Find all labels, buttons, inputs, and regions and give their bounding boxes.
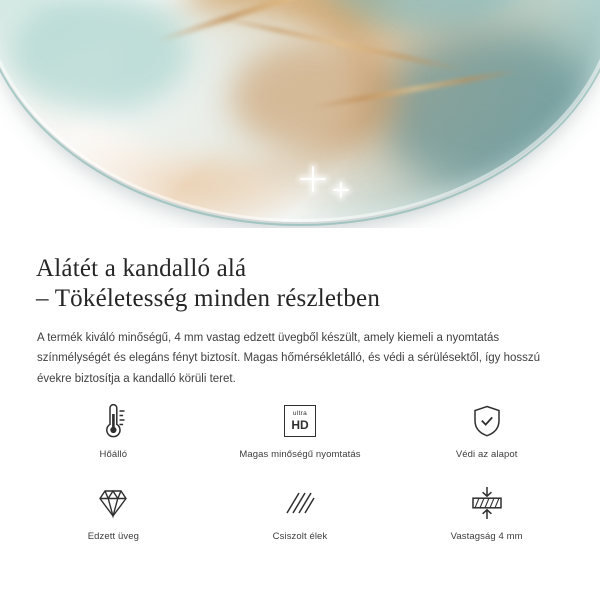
round-glass-mat-image xyxy=(0,0,600,222)
thickness-arrows-icon xyxy=(469,482,505,524)
feature-item-polished-edges xyxy=(207,482,394,554)
ultra-hd-icon xyxy=(284,400,316,442)
description-paragraph: A termék kiváló minőségű, 4 mm vastag edzett üvegből készült, amely kiemeli a nyomtatás színmélységét és elegáns fényt biztosít. Magas hőmérsékletálló, és védi a sérülésektől, így hosszú évekre biztosítja a kandalló körüli teret. xyxy=(37,331,541,385)
ultra-hd-top-text: ultra xyxy=(292,410,308,418)
hero-image xyxy=(0,0,600,228)
feature-item-protects-surface xyxy=(393,400,580,472)
feature-label: Edzett üveg xyxy=(87,531,139,542)
feature-label: Magas minőségű nyomtatás xyxy=(239,449,361,460)
feature-label: Vastagság 4 mm xyxy=(450,531,523,542)
diamond-icon xyxy=(94,482,132,524)
polished-edges-icon xyxy=(283,482,317,524)
feature-grid xyxy=(20,400,580,554)
feature-label: Hőálló xyxy=(99,449,128,460)
thermometer-icon xyxy=(96,400,130,442)
feature-item-heat-resistant xyxy=(20,400,207,472)
page-title xyxy=(36,254,576,314)
feature-label: Védi az alapot xyxy=(455,449,518,460)
shield-check-icon xyxy=(470,400,504,442)
feature-item-thickness xyxy=(393,482,580,554)
ultra-hd-bottom-text: HD xyxy=(291,417,309,432)
feature-item-print-quality xyxy=(207,400,394,472)
feature-label: Csiszolt élek xyxy=(272,531,328,542)
feature-item-tempered-glass xyxy=(20,482,207,554)
page-title-line-2: – Tökéletesség minden részletben xyxy=(36,284,381,312)
page-title-line-1: Alátét a kandalló alá xyxy=(36,254,247,282)
